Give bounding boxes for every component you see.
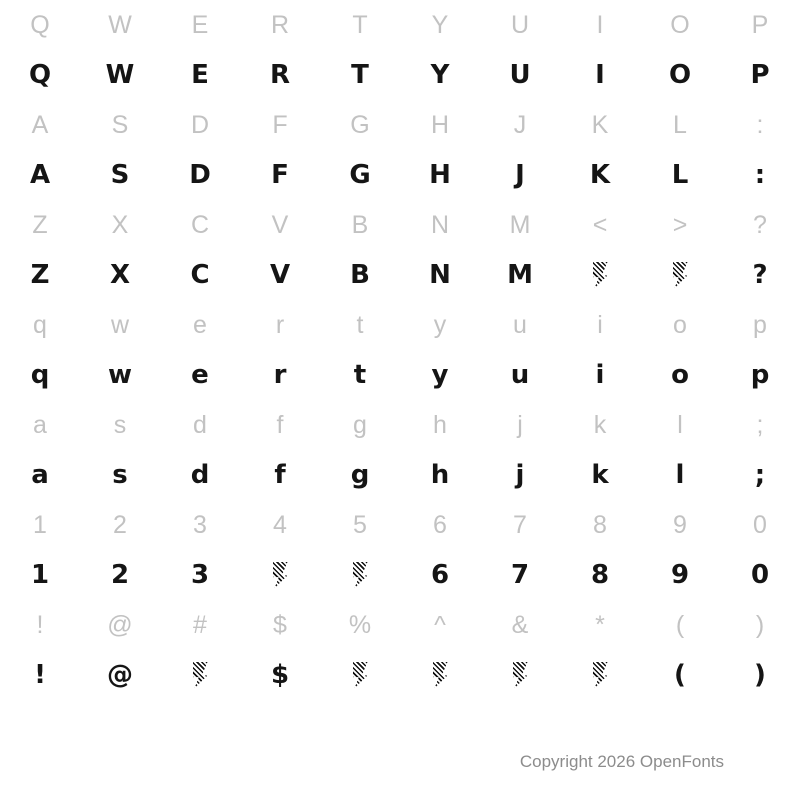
glyph-cell: i (595, 360, 605, 390)
glyph-cell: l (675, 460, 685, 490)
glyph-cell: y (433, 310, 447, 339)
glyph-cell: p (750, 360, 770, 390)
missing-glyph-icon (353, 662, 368, 688)
glyph-cell-missing (560, 650, 640, 700)
glyph-cell: Q (30, 10, 50, 39)
glyph-cell: S (111, 110, 129, 139)
glyph-cell: Z (32, 210, 48, 239)
glyph-cell: W (108, 10, 132, 39)
missing-glyph-icon (513, 662, 528, 688)
missing-glyph-icon (353, 562, 368, 588)
glyph-cell: L (673, 110, 687, 139)
glyph-cell-missing (560, 250, 640, 300)
glyph-cell-missing (480, 650, 560, 700)
glyph-cell: O (670, 10, 690, 39)
glyph-cell: F (271, 160, 289, 190)
glyph-cell: M (509, 210, 531, 239)
glyph-cell-missing (640, 250, 720, 300)
glyph-cell-missing (240, 550, 320, 600)
glyph-cell: 7 (510, 560, 530, 590)
glyph-cell: M (507, 260, 533, 290)
glyph-cell: T (352, 10, 368, 39)
glyph-cell: I (595, 60, 605, 90)
glyph-cell: J (513, 110, 527, 139)
glyph-cell: B (350, 260, 370, 290)
glyph-cell: R (270, 10, 290, 39)
glyph-cell: k (593, 410, 607, 439)
glyph-cell: D (189, 160, 211, 190)
missing-glyph-icon (433, 662, 448, 688)
glyph-cell: ! (36, 610, 44, 639)
glyph-cell: w (110, 310, 130, 339)
glyph-cell-missing (320, 550, 400, 600)
glyph-cell: : (754, 160, 766, 190)
glyph-cell: Y (430, 60, 450, 90)
glyph-cell: 1 (33, 510, 47, 539)
copyright-notice: Copyright 2026 OpenFonts (519, 752, 724, 771)
glyph-cell: e (191, 360, 209, 390)
glyph-cell: d (193, 410, 207, 439)
glyph-cell: f (274, 460, 286, 490)
glyph-cell: 3 (193, 510, 207, 539)
glyph-cell: 0 (753, 510, 767, 539)
glyph-cell: 1 (30, 560, 50, 590)
glyph-cell: X (111, 210, 129, 239)
glyph-cell: @ (107, 610, 133, 639)
glyph-cell: w (107, 360, 133, 390)
glyph-cell: 7 (513, 510, 527, 539)
glyph-cell: ( (675, 610, 685, 639)
glyph-cell: t (353, 360, 367, 390)
glyph-cell: $ (270, 660, 290, 690)
glyph-cell: K (589, 160, 611, 190)
glyph-cell: j (517, 410, 523, 439)
glyph-cell: r (275, 310, 285, 339)
glyph-cell: l (677, 410, 683, 439)
glyph-cell: N (430, 210, 450, 239)
glyph-cell: % (348, 610, 372, 639)
glyph-cell: g (350, 460, 370, 490)
glyph-cell: ; (756, 410, 764, 439)
glyph-cell: O (668, 60, 692, 90)
glyph-cell-missing (400, 650, 480, 700)
glyph-cell: * (595, 610, 605, 639)
glyph-cell: ) (754, 660, 766, 690)
glyph-cell: s (112, 460, 128, 490)
glyph-cell: f (276, 410, 284, 439)
glyph-cell: t (356, 310, 364, 339)
glyph-cell: ? (752, 260, 768, 290)
glyph-cell: 3 (190, 560, 210, 590)
glyph-cell: H (429, 160, 451, 190)
glyph-cell: u (513, 310, 527, 339)
missing-glyph-icon (193, 662, 208, 688)
glyph-cell: Z (30, 260, 50, 290)
glyph-cell: T (351, 60, 369, 90)
glyph-cell: P (750, 60, 770, 90)
glyph-cell: q (33, 310, 47, 339)
glyph-cell: ! (34, 660, 46, 690)
glyph-cell: S (110, 160, 130, 190)
glyph-cell: a (31, 460, 49, 490)
glyph-cell: 6 (433, 510, 447, 539)
glyph-cell: P (751, 10, 769, 39)
glyph-cell: q (30, 360, 50, 390)
glyph-cell: 8 (593, 510, 607, 539)
glyph-cell: y (431, 360, 449, 390)
glyph-cell: R (269, 60, 291, 90)
glyph-cell: j (515, 460, 525, 490)
glyph-cell: Y (431, 10, 449, 39)
glyph-cell: X (109, 260, 131, 290)
glyph-cell: d (190, 460, 210, 490)
glyph-cell: U (509, 60, 531, 90)
glyph-cell: u (510, 360, 530, 390)
glyph-cell: ( (674, 660, 686, 690)
glyph-cell: e (193, 310, 207, 339)
glyph-cell: # (193, 610, 207, 639)
glyph-cell: < (592, 210, 608, 239)
missing-glyph-icon (673, 262, 688, 288)
glyph-cell: H (430, 110, 450, 139)
glyph-cell: o (673, 310, 687, 339)
glyph-cell: 9 (673, 510, 687, 539)
glyph-cell: W (105, 60, 135, 90)
glyph-cell: E (191, 10, 209, 39)
glyph-cell: o (671, 360, 689, 390)
glyph-cell: F (272, 110, 288, 139)
glyph-cell: E (191, 60, 209, 90)
glyph-cell: V (269, 260, 291, 290)
glyph-cell: D (190, 110, 210, 139)
glyph-cell: 4 (273, 510, 287, 539)
glyph-cell: 6 (430, 560, 450, 590)
glyph-cell: r (273, 360, 287, 390)
glyph-cell: ? (753, 210, 767, 239)
glyph-cell: J (515, 160, 525, 190)
glyph-cell: G (349, 160, 371, 190)
glyph-cell: @ (107, 660, 133, 690)
glyph-cell: A (31, 110, 49, 139)
glyph-cell: Q (28, 60, 52, 90)
glyph-cell: ) (755, 610, 765, 639)
glyph-cell: K (591, 110, 609, 139)
glyph-cell: & (511, 610, 529, 639)
glyph-cell: i (597, 310, 603, 339)
glyph-cell: C (190, 210, 210, 239)
glyph-cell: A (29, 160, 51, 190)
glyph-cell: : (756, 110, 764, 139)
missing-glyph-icon (593, 662, 608, 688)
glyph-cell: C (190, 260, 210, 290)
glyph-cell: h (430, 460, 450, 490)
missing-glyph-icon (273, 562, 288, 588)
glyph-cell: g (353, 410, 367, 439)
glyph-cell: B (351, 210, 369, 239)
glyph-cell: G (350, 110, 370, 139)
glyph-cell: ; (754, 460, 766, 490)
glyph-cell: ^ (434, 610, 446, 639)
glyph-cell: 5 (353, 510, 367, 539)
glyph-cell: 0 (750, 560, 770, 590)
glyph-cell-missing (160, 650, 240, 700)
glyph-cell: V (271, 210, 289, 239)
glyph-cell: $ (273, 610, 287, 639)
glyph-cell: I (596, 10, 604, 39)
glyph-cell: N (429, 260, 451, 290)
glyph-cell: a (33, 410, 47, 439)
glyph-cell: U (510, 10, 530, 39)
glyph-cell: L (671, 160, 689, 190)
glyph-cell: h (433, 410, 447, 439)
glyph-cell: s (113, 410, 127, 439)
glyph-cell: 2 (113, 510, 127, 539)
glyph-cell: k (591, 460, 609, 490)
glyph-cell: > (672, 210, 688, 239)
glyph-cell: 2 (110, 560, 130, 590)
glyph-cell: 8 (590, 560, 610, 590)
missing-glyph-icon (593, 262, 608, 288)
glyph-cell-missing (320, 650, 400, 700)
glyph-cell: 9 (670, 560, 690, 590)
glyph-cell: p (753, 310, 767, 339)
